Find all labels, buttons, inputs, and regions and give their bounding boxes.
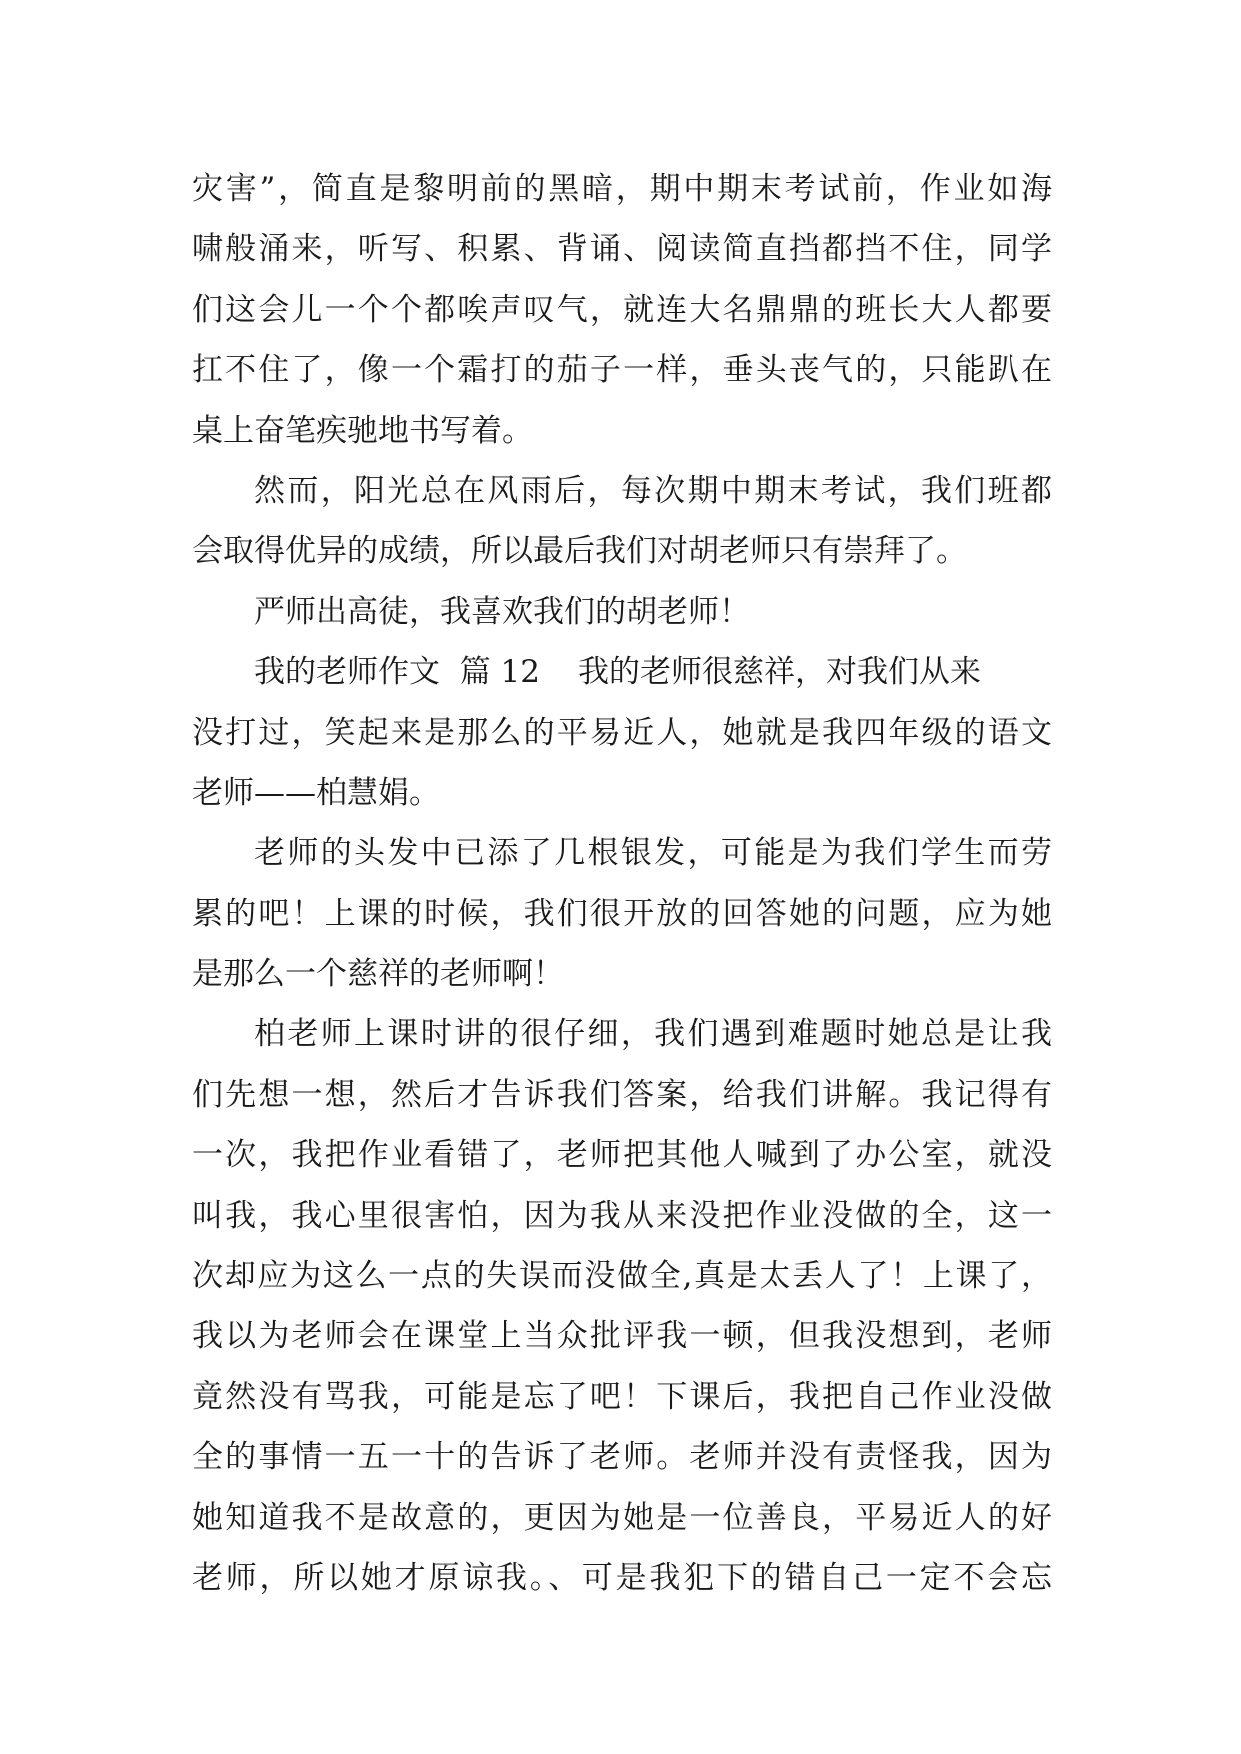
paragraph — [192, 642, 1052, 823]
paragraph — [192, 159, 1052, 461]
text-line: 一次，我把作业看错了，老师把其他人喊到了办公室，就没 — [192, 1137, 1052, 1174]
text-line: 灾害”，简直是黎明前的黑暗，期中期末考试前，作业如海 — [192, 171, 1052, 207]
text-line: 竟然没有骂我，可能是忘了吧！下课后，我把自己作业没做 — [192, 1378, 1052, 1415]
text-line: 叫我，我心里很害怕，因为我从来没把作业没做的全，这一 — [192, 1197, 1052, 1234]
text-line: 累的吧！上课的时候，我们很开放的回答她的问题，应为她 — [192, 895, 1052, 932]
text-line: 她知道我不是故意的，更因为她是一位善良，平易近人的好 — [192, 1499, 1052, 1536]
essay-heading: 我的老师作文 篇 12 — [254, 654, 541, 691]
heading-line — [192, 642, 1052, 702]
text-line: 啸般涌来，听写、积累、背诵、阅读简直挡都挡不住，同学 — [192, 231, 1052, 268]
text-line: 然而，阳光总在风雨后，每次期中期末考试，我们班都 — [254, 472, 1052, 509]
text-segment: 我的老师很慈祥，对我们从来 — [578, 654, 982, 691]
text-line: 我以为老师会在课堂上当众批评我一顿，但我没想到，老师 — [192, 1318, 1052, 1355]
paragraph — [192, 1004, 1052, 1608]
text-line: 没打过，笑起来是那么的平易近人，她就是我四年级的语文 — [192, 714, 1052, 751]
paragraph — [192, 582, 1052, 642]
text-line: 们这会儿一个个都唉声叹气，就连大名鼎鼎的班长大人都要 — [192, 291, 1052, 328]
text-line: 是那么一个慈祥的老师啊！ — [192, 956, 564, 993]
text-line: 老师的头发中已添了几根银发，可能是为我们学生而劳 — [254, 835, 1052, 872]
text-line: 们先想一想，然后才告诉我们答案，给我们讲解。我记得有 — [192, 1076, 1052, 1113]
text-line: 全的事情一五一十的告诉了老师。老师并没有责怪我，因为 — [192, 1439, 1052, 1476]
text-line: 柏老师上课时讲的很仔细，我们遇到难题时她总是让我 — [254, 1016, 1052, 1053]
text-line: 扛不住了，像一个霜打的茄子一样，垂头丧气的，只能趴在 — [192, 352, 1052, 389]
text-line: 桌上奋笔疾驰地书写着。 — [192, 412, 533, 449]
text-line: 次却应为这么一点的失误而没做全,真是太丢人了！上课了， — [192, 1258, 1052, 1295]
paragraph — [192, 461, 1052, 582]
text-line: 会取得优异的成绩，所以最后我们对胡老师只有崇拜了。 — [192, 533, 967, 570]
paragraph — [192, 823, 1052, 1004]
text-line: 老师，所以她才原谅我。、可是我犯下的错自己一定不会忘 — [192, 1559, 1052, 1596]
document-body — [192, 159, 1052, 1608]
text-line: 严师出高徒，我喜欢我们的胡老师！ — [254, 593, 750, 630]
text-line: 老师——柏慧娟。 — [192, 774, 440, 811]
